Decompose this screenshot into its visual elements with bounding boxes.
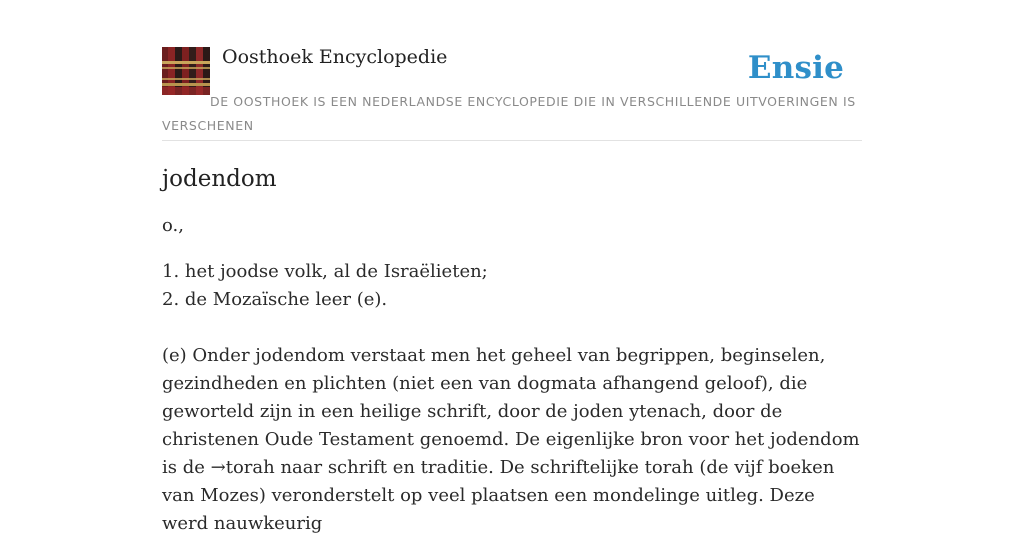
arrow-right-icon: → xyxy=(210,457,226,478)
explanatory-note xyxy=(162,342,862,538)
torah-crossref-link[interactable] xyxy=(211,457,275,478)
definition-item: 2. de Mozaïsche leer (e). xyxy=(162,289,388,310)
crossref-label: torah xyxy=(225,457,275,478)
note-text: (e) Onder jodendom verstaat men het geheel van begrippen, beginselen, gezindheden en plichten (niet een van dogmata afhangend geloof), die geworteld zijn in een heilige schrift, door de joden ytenach, door de christenen Oude Testament genoemd. De eigenlijke bron voor het jodendom is de xyxy=(162,345,860,478)
definition-list xyxy=(162,258,862,314)
grammar-note: o., xyxy=(162,215,184,236)
brand-logo-link[interactable]: Ensie xyxy=(747,50,844,86)
site-header xyxy=(162,40,862,141)
article-content xyxy=(162,160,862,538)
site-tagline: DE OOSTHOEK IS EEN NEDERLANDSE ENCYCLOPEDIE DIE IN VERSCHILLENDE UITVOERINGEN IS VERSCHENEN xyxy=(162,94,856,133)
note-text-continued: naar schrift en traditie. De schriftelijke torah (de vijf boeken van Mozes) veronderstelt op veel plaatsen een mondelinge uitleg. Deze werd nauwkeurig xyxy=(162,457,835,534)
entry-title: jodendom xyxy=(162,166,277,192)
encyclopedia-books-icon xyxy=(162,47,210,95)
site-avatar[interactable] xyxy=(162,47,210,95)
site-title-link[interactable]: Oosthoek Encyclopedie xyxy=(222,46,448,68)
definition-item: 1. het joodse volk, al de Israëlieten; xyxy=(162,261,488,282)
